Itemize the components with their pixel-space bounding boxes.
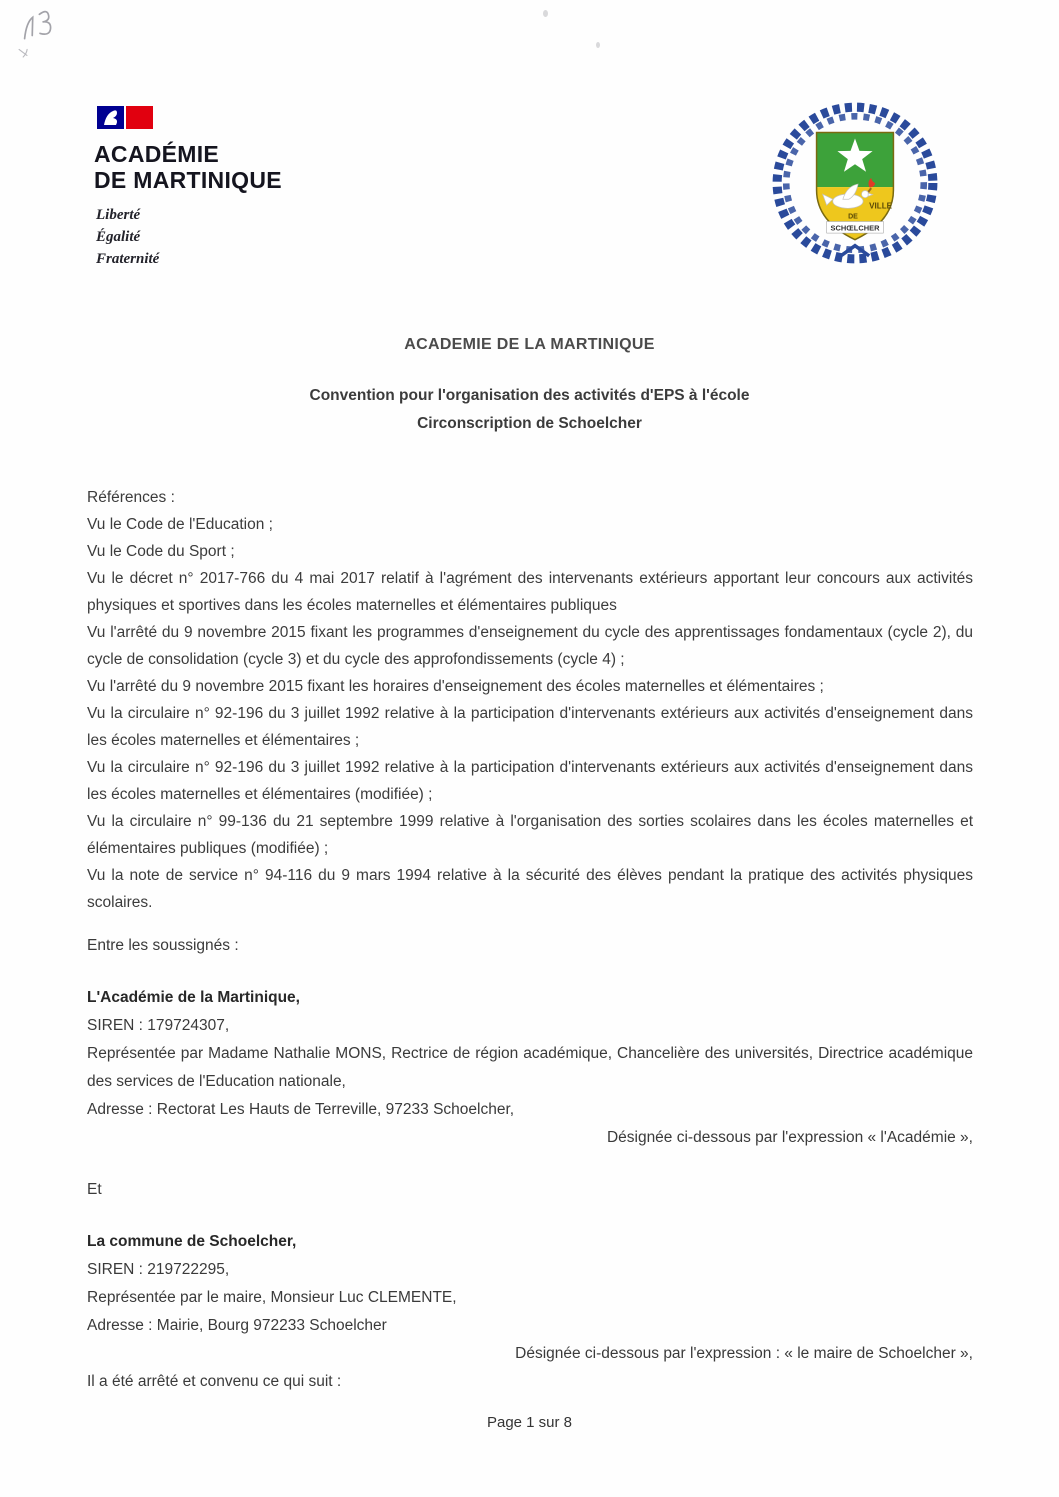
reference-item: Vu la note de service n° 94-116 du 9 mars 1994 relative à la sécurité des élèves pendant la pratique des activités physiques scolaires.	[87, 867, 973, 911]
academie-name-line2: DE MARTINIQUE	[94, 167, 282, 193]
party-academie-designation: Désignée ci-dessous par l'expression « l'Académie »,	[606, 1129, 973, 1146]
republic-motto	[96, 204, 282, 270]
document-subtitle-line2: Circonscription de Schoelcher	[417, 415, 642, 432]
emblem-text-schoelcher: SCHŒLCHER	[830, 223, 880, 233]
party-commune-address: Adresse : Mairie, Bourg 972233 Schoelcher	[87, 1317, 387, 1334]
party-commune-name: La commune de Schoelcher,	[87, 1233, 297, 1250]
reference-item: Vu la circulaire n° 99-136 du 21 septembre 1999 relative à l'organisation des sorties scolaires dans les écoles maternelles et élémentaires publiques (modifiée) ;	[87, 813, 973, 857]
party-commune-representative: Représentée par le maire, Monsieur Luc CLEMENTE,	[87, 1289, 457, 1306]
motto-liberte: Liberté	[96, 207, 141, 223]
document-subtitle-line1: Convention pour l'organisation des activités d'EPS à l'école	[309, 387, 750, 404]
reference-item: Vu l'arrêté du 9 novembre 2015 fixant les programmes d'enseignement du cycle des apprentissages fondamentaux (cycle 2), du cycle de consolidation (cycle 3) et du cycle des approfondissements (cycle 4) ;	[87, 624, 973, 668]
party-academie-representative: Représentée par Madame Nathalie MONS, Rectrice de région académique, Chancelière des universités, Directrice académique des services de l'Education nationale,	[87, 1045, 973, 1090]
reference-item: Vu l'arrêté du 9 novembre 2015 fixant les horaires d'enseignement des écoles maternelles et élémentaires ;	[87, 678, 824, 695]
emblem-text-ville: VILLE	[869, 201, 893, 211]
party-academie-siren: SIREN : 179724307,	[87, 1017, 230, 1034]
motto-egalite: Égalité	[96, 229, 141, 245]
party-commune	[87, 1228, 973, 1368]
party-commune-designation: Désignée ci-dessous par l'expression : « le maire de Schoelcher »,	[515, 1345, 973, 1362]
page-number: Page 1 sur 8	[486, 1414, 573, 1431]
french-flag-icon	[96, 104, 154, 134]
schoelcher-coat-of-arms	[764, 94, 946, 266]
between-parties-line: Entre les soussignés :	[87, 937, 239, 954]
wreath-stems	[841, 246, 869, 256]
party-academie-address: Adresse : Rectorat Les Hauts de Terreville, 97233 Schoelcher,	[87, 1101, 515, 1118]
document-body	[87, 484, 973, 1396]
document-title: ACADEMIE DE LA MARTINIQUE	[404, 336, 655, 353]
conjunction-et: Et	[87, 1181, 102, 1198]
emblem-text-de: DE	[848, 213, 858, 221]
academie-logo	[94, 104, 282, 270]
party-academie	[87, 984, 973, 1152]
scan-speck	[596, 42, 600, 48]
reference-item: Vu le décret n° 2017-766 du 4 mai 2017 relatif à l'agrément des intervenants extérieurs apportant leur concours aux activités physiques et sportives dans les écoles maternelles et élémentaires publiques	[87, 570, 973, 614]
academie-name-line1: ACADÉMIE	[94, 141, 220, 167]
motto-fraternite: Fraternité	[96, 251, 160, 267]
reference-item: Vu le Code du Sport ;	[87, 543, 235, 560]
references-heading: Références :	[87, 489, 175, 506]
reference-item: Vu le Code de l'Education ;	[87, 516, 273, 533]
party-academie-name: L'Académie de la Martinique,	[87, 989, 300, 1006]
reference-item: Vu la circulaire n° 92-196 du 3 juillet 1992 relative à la participation d'intervenants extérieurs aux activités d'enseignement dans les écoles maternelles et élémentaires (modifiée) ;	[87, 759, 973, 803]
academie-name	[94, 141, 282, 193]
closing-line: Il a été arrêté et convenu ce qui suit :	[87, 1373, 342, 1390]
scan-speck	[543, 10, 548, 17]
reference-item: Vu la circulaire n° 92-196 du 3 juillet 1992 relative à la participation d'intervenants extérieurs aux activités d'enseignement dans les écoles maternelles et élémentaires ;	[87, 705, 973, 749]
pencil-scribble	[4, 0, 81, 67]
party-commune-siren: SIREN : 219722295,	[87, 1261, 230, 1278]
